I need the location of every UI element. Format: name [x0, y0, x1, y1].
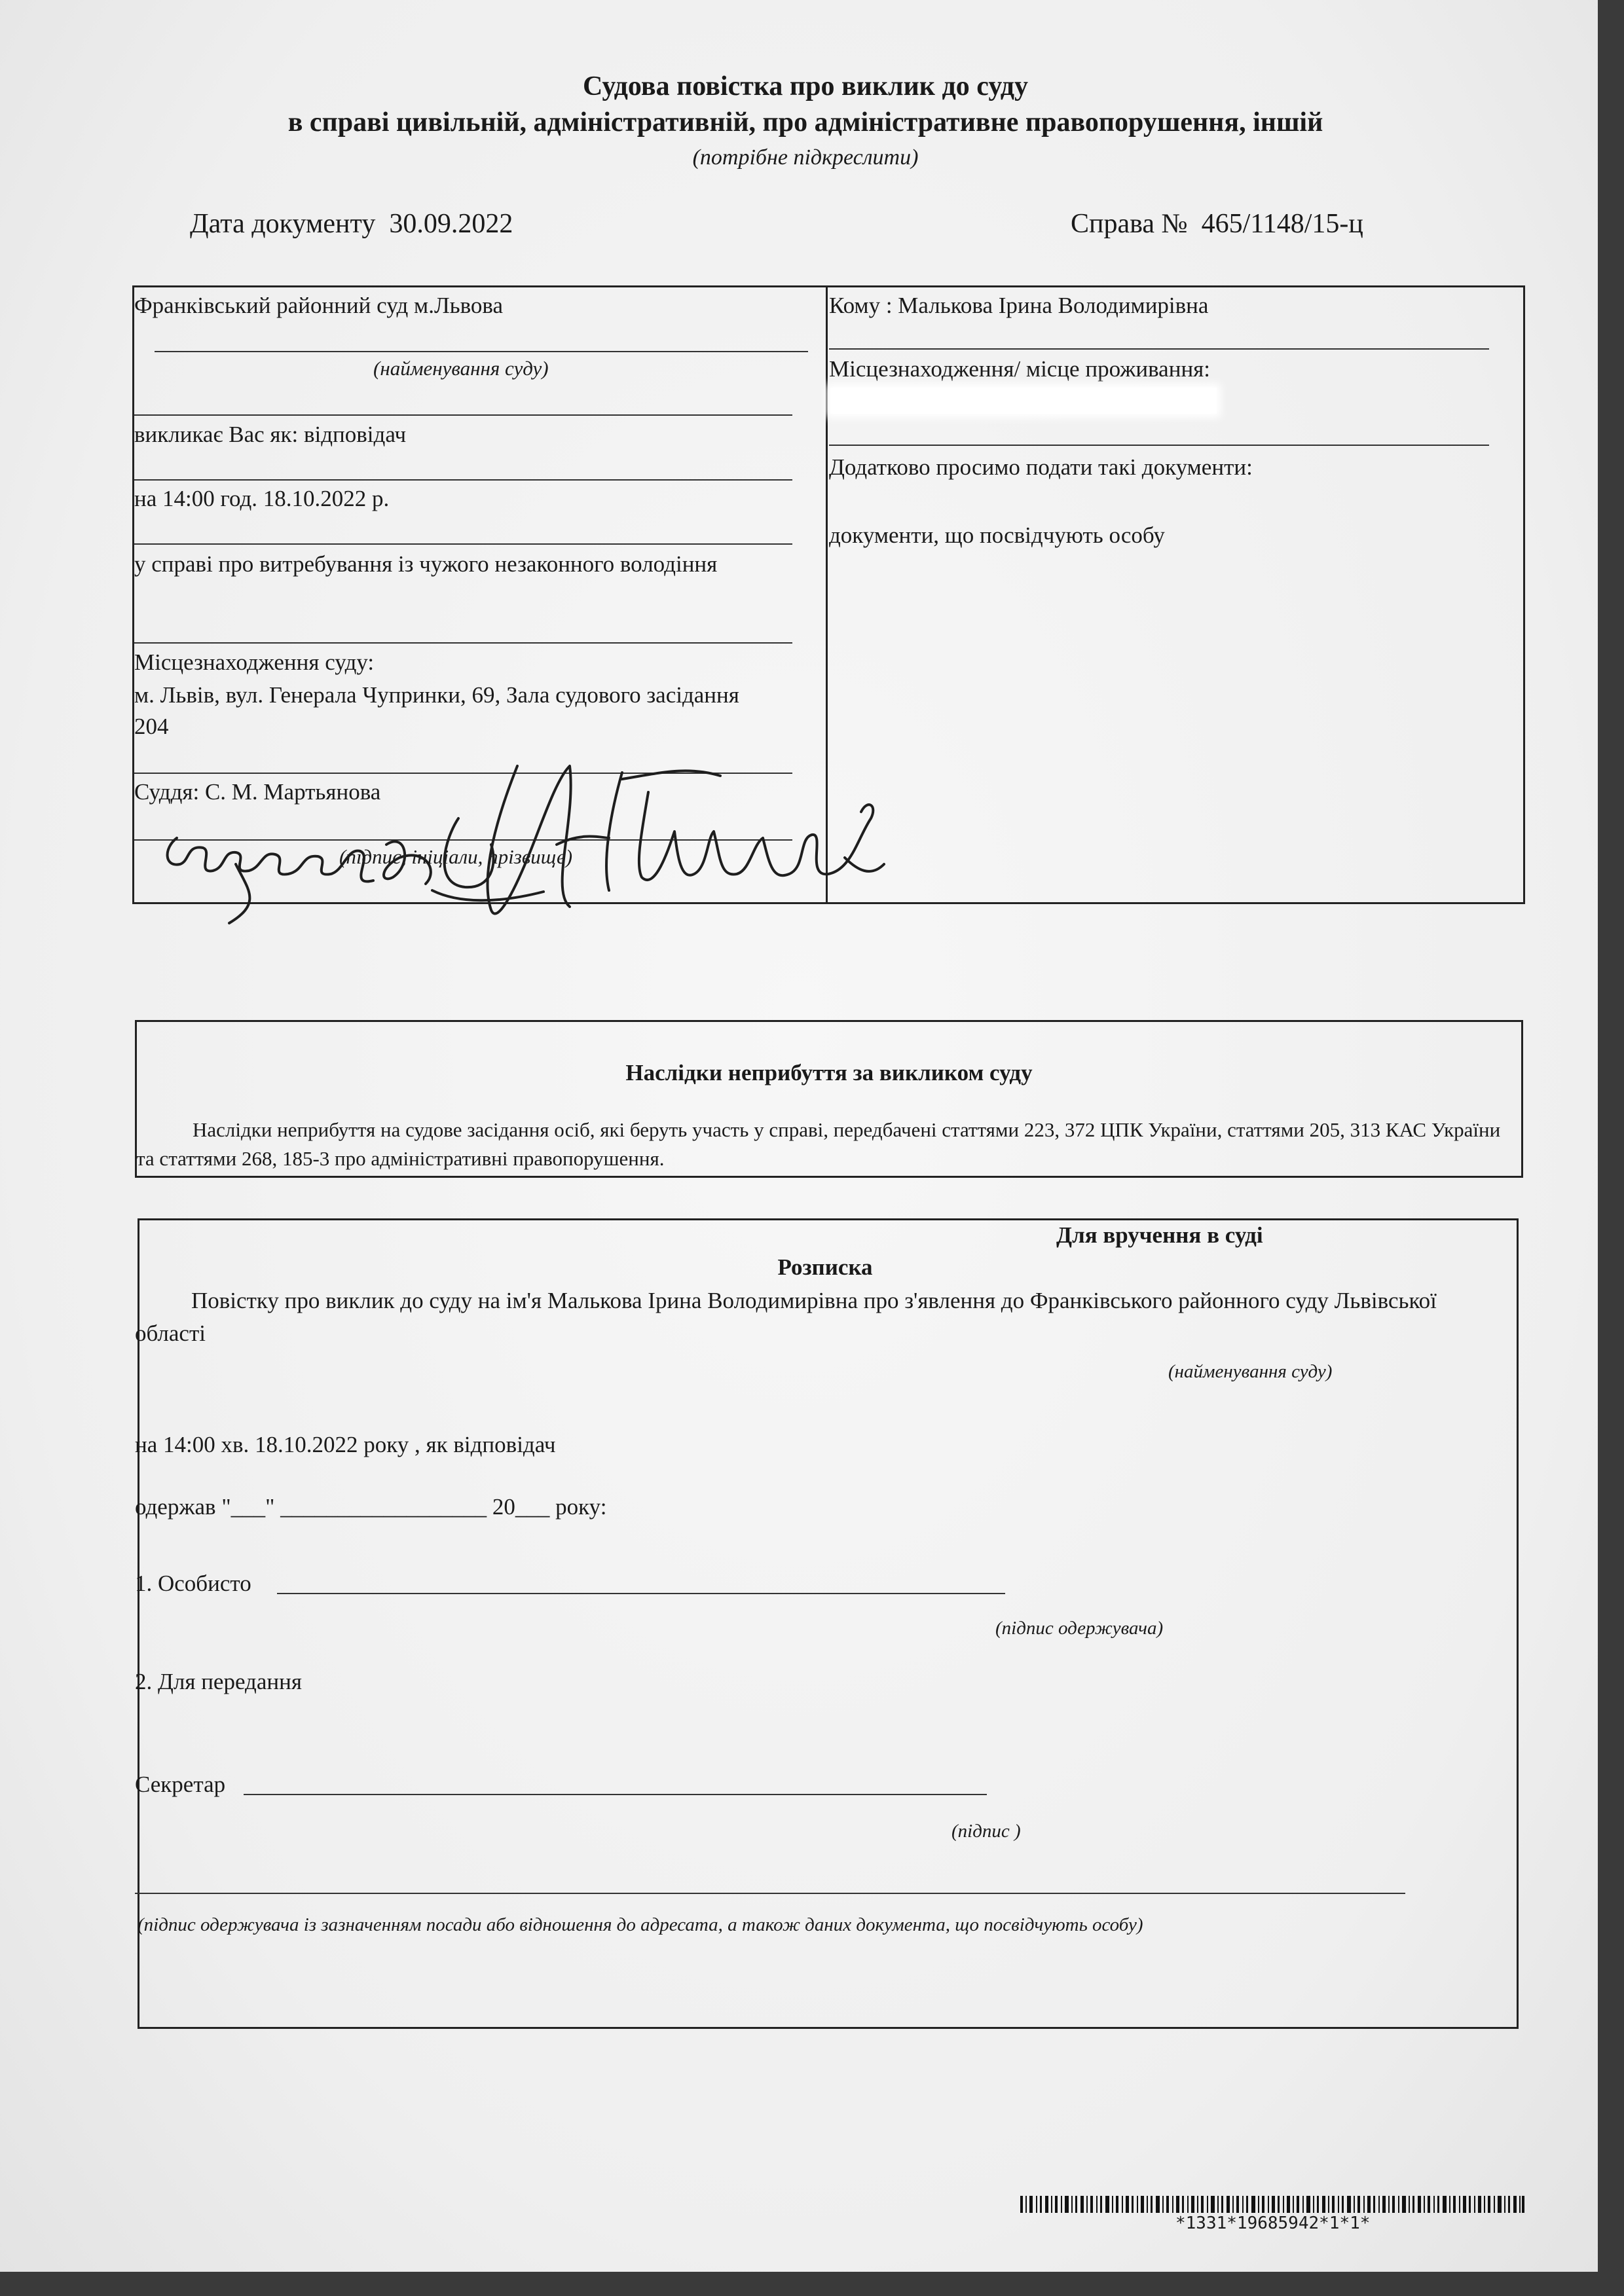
consequences-title: Наслідки неприбуття за викликом суду	[625, 1060, 1033, 1085]
barcode-text: *1331*19685942*1*1*	[1175, 2214, 1371, 2233]
court-location: м. Львів, вул. Генерала Чупринки, 69, Зала судового засідання 204	[134, 682, 739, 739]
underline-note: (потрібне підкреслити)	[692, 145, 919, 170]
secretary-label: Секретар	[135, 1772, 226, 1797]
doc-date	[190, 208, 513, 240]
doc-date-label: Дата документу	[190, 209, 376, 239]
receipt-court-caption: (найменування суду)	[1168, 1361, 1333, 1382]
barcode-image	[1020, 2196, 1524, 2213]
doc-date-value: 30.09.2022	[389, 209, 513, 239]
case-number-value: 465/1148/15-ц	[1201, 209, 1363, 239]
bottom-signature-line[interactable]	[135, 1893, 1405, 1894]
separator	[134, 479, 792, 481]
recipient-signature-caption: (підпис одержувача)	[995, 1618, 1164, 1639]
receipt-text: Повістку про виклик до суду на ім'я Малькова Ірина Володимирівна про з'явлення до Франківського районного суду Львівської області	[135, 1288, 1437, 1346]
extra-docs: документи, що посвідчують особу	[829, 522, 1165, 548]
separator	[134, 543, 792, 545]
extra-docs-label: Додатково просимо подати такі документи:	[829, 454, 1253, 480]
receipt-title: Розписка	[777, 1254, 873, 1280]
court-name: Франківський районний суд м.Львова	[134, 293, 504, 318]
judge-signature-image	[151, 740, 910, 936]
document-title: Судова повістка про виклик до суду	[583, 71, 1028, 101]
case-subject: у справі про витребування із чужого незаконного володіння	[134, 551, 718, 577]
separator	[829, 348, 1489, 350]
separator	[829, 445, 1489, 446]
consequences-text: Наслідки неприбуття на судове засідання осіб, які беруть участь у справі, передбачені статтями 223, 372 ЦПК України, статтями 205, 313 КАС України та статтями 268, 185-3 про адміністративні правопорушення.	[136, 1118, 1501, 1170]
for-court-label: Для вручення в суді	[1056, 1222, 1263, 1248]
case-number	[1071, 208, 1363, 240]
judge-name: Суддя: С. М. Мартьянова	[134, 779, 381, 805]
separator	[134, 642, 792, 644]
redacted-address	[830, 388, 1217, 414]
document-subtitle: в справі цивільній, адміністративній, про адміністративне правопорушення, іншій	[287, 107, 1323, 137]
transfer-label: 2. Для передання	[135, 1669, 302, 1694]
received-line: одержав "___" __________________ 20___ року:	[135, 1494, 607, 1520]
court-location-label: Місцезнаходження суду:	[134, 649, 375, 675]
summoned-as: викликає Вас як: відповідач	[134, 422, 407, 447]
residence-label: Місцезнаходження/ місце проживання:	[829, 356, 1210, 382]
hearing-time: на 14:00 год. 18.10.2022 р.	[134, 486, 390, 511]
secretary-signature-line[interactable]	[244, 1794, 987, 1795]
court-name-caption: (найменування суду)	[373, 357, 549, 380]
secretary-signature-caption: (підпис )	[951, 1821, 1021, 1842]
recipient: Кому : Малькова Ірина Володимирівна	[829, 293, 1209, 318]
receipt-time-line: на 14:00 хв. 18.10.2022 року , як відповідач	[135, 1432, 556, 1457]
bottom-caption: (підпис одержувача із зазначенням посади або відношення до адресата, а також даних документа, що посвідчують особу)	[138, 1914, 1143, 1935]
separator	[134, 414, 792, 416]
personally-signature-line[interactable]	[277, 1593, 1005, 1594]
case-number-label: Справа №	[1071, 209, 1188, 239]
personally-label: 1. Особисто	[135, 1571, 251, 1596]
signature-caption: (підпис, ініціали, прізвище)	[339, 845, 573, 868]
court-name-line	[155, 351, 808, 352]
